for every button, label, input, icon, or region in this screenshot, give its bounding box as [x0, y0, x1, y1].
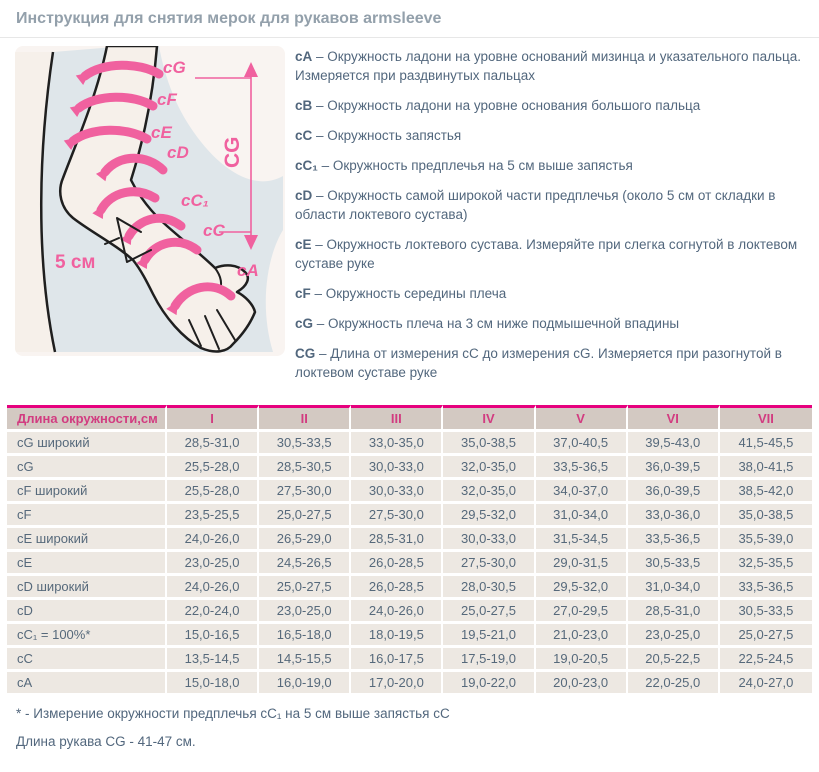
- page-title: Инструкция для снятия мерок для рукавов armsleeve: [16, 10, 442, 27]
- size-range-cell: 19,0-20,5: [536, 648, 628, 672]
- size-range-cell: 38,0-41,5: [720, 456, 812, 480]
- size-range-cell: 32,0-35,0: [443, 456, 535, 480]
- row-label: cG: [7, 456, 167, 480]
- measure-text: – Окружность запястья: [312, 128, 462, 143]
- table-row: [7, 480, 812, 504]
- table-row: [7, 552, 812, 576]
- size-range-cell: 32,5-35,5: [720, 552, 812, 576]
- measure-description: [295, 344, 805, 382]
- size-range-cell: 37,0-40,5: [536, 432, 628, 456]
- diagram-label-cd: cD: [167, 143, 189, 162]
- size-range-cell: 20,5-22,5: [628, 648, 720, 672]
- size-range-cell: 19,5-21,0: [443, 624, 535, 648]
- size-range-cell: 33,0-35,0: [351, 432, 443, 456]
- size-range-cell: 30,0-33,0: [443, 528, 535, 552]
- table-row: [7, 576, 812, 600]
- diagram-label-offset: 5 см: [55, 252, 96, 273]
- size-range-cell: 35,0-38,5: [443, 432, 535, 456]
- title-divider: [0, 37, 819, 38]
- size-range-cell: 15,0-16,5: [167, 624, 259, 648]
- size-range-cell: 38,5-42,0: [720, 480, 812, 504]
- size-range-cell: 29,5-32,0: [536, 576, 628, 600]
- row-label: cE: [7, 552, 167, 576]
- measurement-guide-section: [0, 44, 819, 393]
- footnote-asterisk: * - Измерение окружности предплечья cC₁ на 5 см выше запястья cC: [16, 706, 450, 721]
- size-range-cell: 30,5-33,5: [720, 600, 812, 624]
- size-range-cell: 20,0-23,0: [536, 672, 628, 696]
- column-header-6: VI: [628, 405, 720, 432]
- row-label: cD: [7, 600, 167, 624]
- diagram-label-length: CG: [221, 136, 244, 168]
- column-header-1: I: [167, 405, 259, 432]
- table-row: [7, 504, 812, 528]
- size-range-cell: 33,5-36,5: [720, 576, 812, 600]
- size-range-cell: 25,0-27,5: [259, 576, 351, 600]
- size-range-cell: 19,0-22,0: [443, 672, 535, 696]
- measure-descriptions: [295, 46, 805, 393]
- footnote-sleeve-length: Длина рукава CG - 41-47 см.: [16, 734, 196, 749]
- size-range-cell: 16,0-17,5: [351, 648, 443, 672]
- size-range-cell: 25,5-28,0: [167, 480, 259, 504]
- row-label: cF: [7, 504, 167, 528]
- measure-description: [295, 156, 805, 175]
- size-range-cell: 25,0-27,5: [720, 624, 812, 648]
- size-range-cell: 31,0-34,0: [536, 504, 628, 528]
- size-range-cell: 24,0-26,0: [167, 576, 259, 600]
- size-range-cell: 36,0-39,5: [628, 480, 720, 504]
- size-range-cell: 17,5-19,0: [443, 648, 535, 672]
- measure-text: – Окружность предплечья на 5 см выше запястья: [317, 158, 633, 173]
- size-range-cell: 33,0-36,0: [628, 504, 720, 528]
- measure-description: [295, 186, 805, 224]
- measure-code: cF: [295, 286, 311, 301]
- size-range-cell: 24,5-26,5: [259, 552, 351, 576]
- table-row: [7, 648, 812, 672]
- size-range-cell: 30,5-33,5: [259, 432, 351, 456]
- size-range-cell: 36,0-39,5: [628, 456, 720, 480]
- size-range-cell: 15,0-18,0: [167, 672, 259, 696]
- row-label: cC₁ = 100%*: [7, 624, 167, 648]
- measure-description: [295, 314, 805, 333]
- arm-diagram: [15, 46, 285, 356]
- arm-measurement-illustration: [15, 46, 285, 356]
- size-range-cell: 29,5-32,0: [443, 504, 535, 528]
- footnotes: [0, 696, 819, 772]
- size-range-cell: 26,0-28,5: [351, 552, 443, 576]
- size-range-cell: 41,5-45,5: [720, 432, 812, 456]
- table-row: [7, 624, 812, 648]
- size-range-cell: 33,5-36,5: [628, 528, 720, 552]
- size-range-cell: 28,5-30,5: [259, 456, 351, 480]
- size-range-cell: 25,0-27,5: [443, 600, 535, 624]
- measure-description: [295, 235, 805, 273]
- measure-code: cC₁: [295, 158, 318, 173]
- size-range-cell: 28,5-31,0: [628, 600, 720, 624]
- column-header-2: II: [259, 405, 351, 432]
- diagram-label-ce: cE: [151, 123, 172, 142]
- measure-text: – Окружность ладони на уровне основания большого пальца: [312, 98, 701, 113]
- size-range-cell: 28,5-31,0: [351, 528, 443, 552]
- row-label: cF широкий: [7, 480, 167, 504]
- size-range-cell: 39,5-43,0: [628, 432, 720, 456]
- size-range-cell: 24,0-26,0: [351, 600, 443, 624]
- measure-text: – Окружность самой широкой части предплечья (около 5 см от складки в области локтевого сустава): [295, 188, 776, 222]
- size-range-cell: 25,0-27,5: [259, 504, 351, 528]
- size-range-cell: 17,0-20,0: [351, 672, 443, 696]
- size-range-cell: 26,0-28,5: [351, 576, 443, 600]
- column-header-label: Длина окружности,см: [7, 405, 167, 432]
- column-header-4: IV: [443, 405, 535, 432]
- size-range-cell: 27,5-30,0: [351, 504, 443, 528]
- size-range-cell: 35,0-38,5: [720, 504, 812, 528]
- table-row: [7, 672, 812, 696]
- measure-text: – Окружность плеча на 3 см ниже подмышечной впадины: [313, 316, 680, 331]
- table-row: [7, 600, 812, 624]
- size-range-cell: 26,5-29,0: [259, 528, 351, 552]
- size-range-cell: 29,0-31,5: [536, 552, 628, 576]
- table-row: [7, 432, 812, 456]
- size-range-cell: 31,0-34,0: [628, 576, 720, 600]
- size-range-cell: 13,5-14,5: [167, 648, 259, 672]
- size-range-cell: 23,0-25,0: [628, 624, 720, 648]
- table-row: [7, 456, 812, 480]
- measure-code: cA: [295, 49, 313, 64]
- measure-code: CG: [295, 346, 316, 361]
- measure-description: [295, 284, 805, 303]
- size-table-wrap: [7, 405, 812, 696]
- table-row: [7, 528, 812, 552]
- row-label: cD широкий: [7, 576, 167, 600]
- measure-description: [295, 126, 805, 145]
- size-range-cell: 14,5-15,5: [259, 648, 351, 672]
- size-range-cell: 21,0-23,0: [536, 624, 628, 648]
- size-range-cell: 22,0-24,0: [167, 600, 259, 624]
- size-range-cell: 34,0-37,0: [536, 480, 628, 504]
- row-label: cA: [7, 672, 167, 696]
- size-range-cell: 30,0-33,0: [351, 480, 443, 504]
- size-range-cell: 16,5-18,0: [259, 624, 351, 648]
- size-range-cell: 22,0-25,0: [628, 672, 720, 696]
- diagram-label-cc: cC: [203, 221, 225, 240]
- size-range-cell: 23,5-25,5: [167, 504, 259, 528]
- measure-code: cC: [295, 128, 313, 143]
- size-range-cell: 24,0-26,0: [167, 528, 259, 552]
- size-range-cell: 32,0-35,0: [443, 480, 535, 504]
- measure-description: [295, 47, 805, 85]
- size-table: [7, 405, 812, 696]
- size-range-cell: 27,0-29,5: [536, 600, 628, 624]
- size-table-body: [7, 432, 812, 696]
- size-range-cell: 23,0-25,0: [259, 600, 351, 624]
- size-range-cell: 16,0-19,0: [259, 672, 351, 696]
- size-range-cell: 24,0-27,0: [720, 672, 812, 696]
- diagram-label-cc1: cC₁: [181, 191, 209, 210]
- row-label: cC: [7, 648, 167, 672]
- measure-text: – Окружность середины плеча: [310, 286, 507, 301]
- size-table-header-row: [7, 405, 812, 432]
- measure-description: [295, 96, 805, 115]
- measure-code: cG: [295, 316, 314, 331]
- size-range-cell: 18,0-19,5: [351, 624, 443, 648]
- size-range-cell: 33,5-36,5: [536, 456, 628, 480]
- measure-code: cE: [295, 237, 312, 252]
- measure-code: cD: [295, 188, 313, 203]
- row-label: cE широкий: [7, 528, 167, 552]
- size-range-cell: 25,5-28,0: [167, 456, 259, 480]
- diagram-label-cf: cF: [157, 90, 177, 109]
- size-range-cell: 28,0-30,5: [443, 576, 535, 600]
- measure-text: – Окружность локтевого сустава. Измеряйте при слегка согнутой в локтевом суставе руке: [295, 237, 798, 271]
- size-range-cell: 27,5-30,0: [443, 552, 535, 576]
- diagram-label-cg: cG: [163, 58, 186, 77]
- measure-text: – Окружность ладони на уровне оснований мизинца и указательного пальца. Измеряется при раздвинутых пальцах: [295, 49, 801, 83]
- column-header-3: III: [351, 405, 443, 432]
- measure-text: – Длина от измерения cC до измерения cG. Измеряется при разогнутой в локтевом суставе руке: [295, 346, 782, 380]
- size-range-cell: 23,0-25,0: [167, 552, 259, 576]
- measure-code: cB: [295, 98, 313, 113]
- row-label: cG широкий: [7, 432, 167, 456]
- size-range-cell: 30,0-33,0: [351, 456, 443, 480]
- size-range-cell: 22,5-24,5: [720, 648, 812, 672]
- diagram-label-ca: cA: [237, 261, 259, 280]
- size-range-cell: 27,5-30,0: [259, 480, 351, 504]
- column-header-7: VII: [720, 405, 812, 432]
- size-range-cell: 35,5-39,0: [720, 528, 812, 552]
- column-header-5: V: [536, 405, 628, 432]
- size-range-cell: 30,5-33,5: [628, 552, 720, 576]
- size-range-cell: 31,5-34,5: [536, 528, 628, 552]
- size-range-cell: 28,5-31,0: [167, 432, 259, 456]
